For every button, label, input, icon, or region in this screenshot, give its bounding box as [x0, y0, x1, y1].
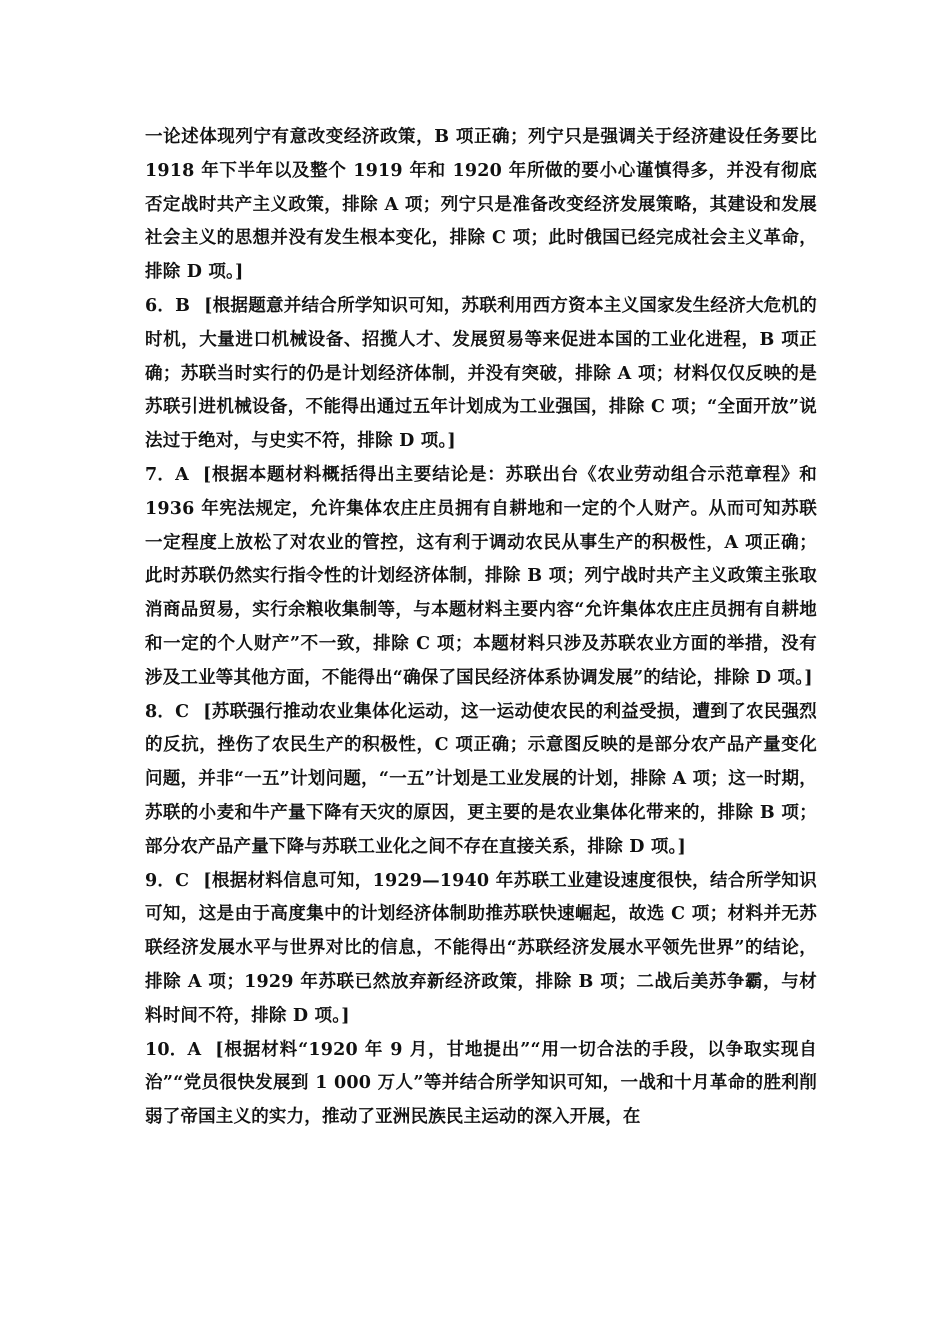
paragraph-text: 一论述体现列宁有意改变经济政策，B 项正确；列宁只是强调关于经济建设任务要比 1918 年下半年以及整个 1919 年和 1920 年所做的要小心谨慎得多，并没有彻底否定战时共产主义政策，排除 A 项；列宁只是准备改变经济发展策略，其建设和发展社会主义的思想并没有发生根本变化，排除 C 项；此时俄国已经完成社会主义革命，排除 D 项。]: [145, 127, 817, 283]
answer-letter: B: [175, 295, 191, 316]
explanation-text: [根据材料“1920 年 9 月，甘地提出”“用一切合法的手段，以争取实现自治”“党员很快发展到 1 000 万人”等并结合所学知识可知，一战和十月革命的胜利削弱了帝国主义的实力，推动了亚洲民族民主运动的深入开展，在: [145, 1039, 817, 1128]
question-number: 10．: [145, 1039, 188, 1060]
paragraph-continuation: [145, 121, 817, 290]
answer-letter: A: [175, 464, 189, 485]
answer-item-10: [145, 1034, 817, 1135]
question-number: 7．: [145, 464, 176, 485]
answer-item-6: [145, 290, 817, 459]
answer-item-8: [145, 696, 817, 865]
answer-letter: C: [175, 870, 190, 891]
question-number: 6．: [145, 295, 176, 316]
answer-item-9: [145, 865, 817, 1034]
explanation-text: [根据本题材料概括得出主要结论是：苏联出台《农业劳动组合示范章程》和 1936 年宪法规定，允许集体农庄庄员拥有自耕地和一定的个人财产。从而可知苏联一定程度上放松了对农业的管控，这有利于调动农民从事生产的积极性，A 项正确；此时苏联仍然实行指令性的计划经济体制，排除 B 项；列宁战时共产主义政策主张取消商品贸易，实行余粮收集制等，与本题材料主要内容“允许集体农庄庄员拥有自耕地和一定的个人财产”不一致，排除 C 项；本题材料只涉及苏联农业方面的举措，没有涉及工业等其他方面，不能得出“确保了国民经济体系协调发展”的结论，排除 D 项。]: [145, 464, 817, 688]
answer-item-7: [145, 459, 817, 696]
answer-letter: A: [187, 1039, 202, 1060]
question-number: 8．: [145, 701, 176, 722]
explanation-text: [苏联强行推动农业集体化运动，这一运动使农民的利益受损，遭到了农民强烈的反抗，挫伤了农民生产的积极性，C 项正确；示意图反映的是部分农产品产量变化问题，并非“一五”计划问题，“一五”计划是工业发展的计划，排除 A 项；这一时期，苏联的小麦和牛产量下降有天灾的原因，更主要的是农业集体化带来的，排除 B 项；部分农产品产量下降与苏联工业化之间不存在直接关系，排除 D 项。]: [145, 701, 817, 857]
explanation-text: [根据题意并结合所学知识可知，苏联利用西方资本主义国家发生经济大危机的时机，大量进口机械设备、招揽人才、发展贸易等来促进本国的工业化进程，B 项正确；苏联当时实行的仍是计划经济体制，并没有突破，排除 A 项；材料仅仅反映的是苏联引进机械设备，不能得出通过五年计划成为工业强国，排除 C 项；“全面开放”说法过于绝对，与史实不符，排除 D 项。]: [145, 295, 817, 452]
question-number: 9．: [145, 870, 176, 891]
document-page: [145, 121, 817, 1135]
answer-letter: C: [175, 701, 190, 722]
explanation-text: [根据材料信息可知，1929—1940 年苏联工业建设速度很快，结合所学知识可知，这是由于高度集中的计划经济体制助推苏联快速崛起，故选 C 项；材料并无苏联经济发展水平与世界对比的信息，不能得出“苏联经济发展水平领先世界”的结论，排除 A 项；1929 年苏联已然放弃新经济政策，排除 B 项；二战后美苏争霸，与材料时间不符，排除 D 项。]: [145, 870, 817, 1026]
